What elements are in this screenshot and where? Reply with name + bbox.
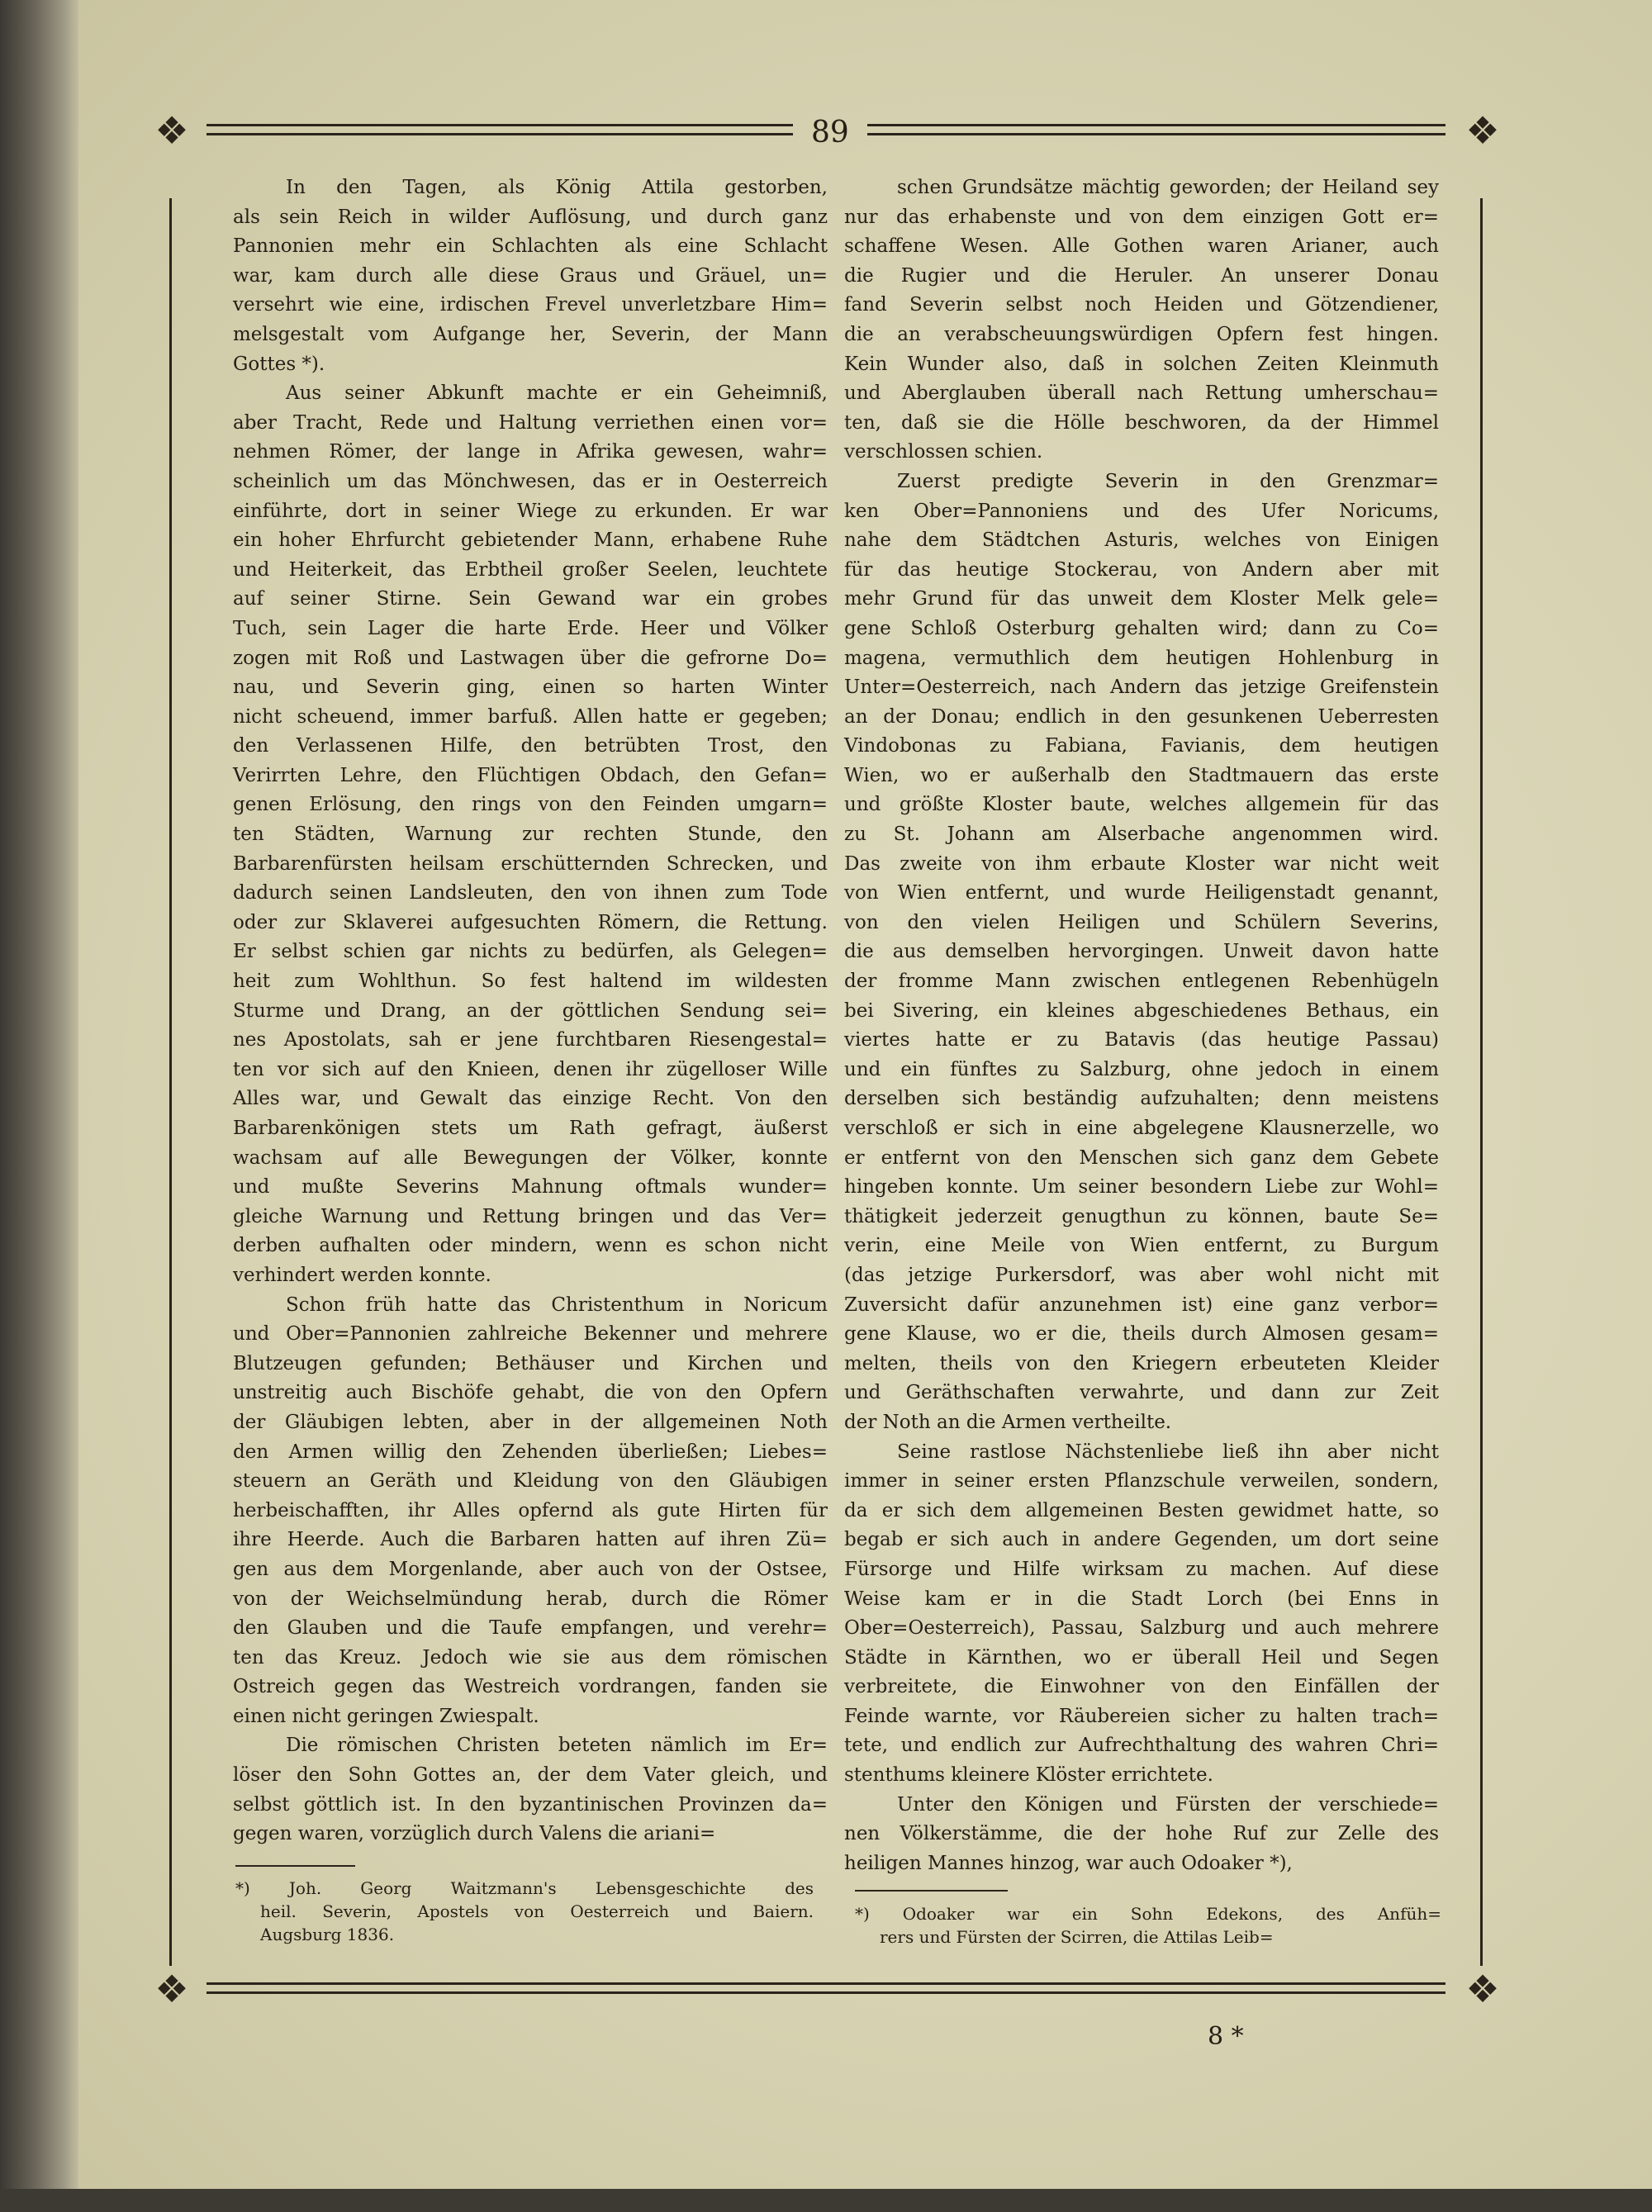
text-line: ten vor sich auf den Knieen, denen ihr zügelloser Wille (233, 1058, 828, 1080)
text-line: und Aberglauben überall nach Rettung umherschau= (844, 382, 1439, 405)
text-line: Blutzeugen gefunden; Bethäuser und Kirchen und (233, 1352, 828, 1374)
text-line: Barbarenfürsten heilsam erschütternden Schrecken, und (233, 852, 828, 875)
text-line: und Geräthschaften verwahrte, und dann zur Zeit (844, 1382, 1439, 1404)
text-line: gleiche Warnung und Rettung bringen und das Ver= (233, 1205, 828, 1227)
text-line: nen Völkerstämme, die der hohe Ruf zur Zelle des (844, 1823, 1439, 1845)
text-line: Pannonien mehr ein Schlachten als eine Schlacht (233, 235, 828, 258)
text-line: Verirrten Lehre, den Flüchtigen Obdach, den Gefan= (233, 764, 828, 786)
text-line: mehr Grund für das unweit dem Kloster Melk gele= (844, 588, 1439, 610)
text-line: aber Tracht, Rede und Haltung verriethen einen vor= (233, 411, 828, 434)
text-line: Tuch, sein Lager die harte Erde. Heer und Völker (233, 617, 828, 639)
text-line: die an verabscheuungswürdigen Opfern fest hingen. (844, 323, 1439, 345)
text-line: Weise kam er in die Stadt Lorch (bei Enns in (844, 1588, 1439, 1610)
text-line: immer in seiner ersten Pflanzschule verweilen, sondern, (844, 1470, 1439, 1493)
text-line: melsgestalt vom Aufgange her, Severin, der Mann (233, 323, 828, 345)
text-line: Zuerst predigte Severin in den Grenzmar= (897, 470, 1439, 492)
text-line: ken Ober=Pannoniens und des Ufer Noricums, (844, 500, 1439, 522)
text-line: Unter den Königen und Fürsten der verschiede= (897, 1793, 1439, 1816)
text-line: Schon früh hatte das Christenthum in Noricum (286, 1293, 828, 1316)
text-line: und ein fünftes zu Salzburg, ohne jedoch in einem (844, 1058, 1439, 1080)
text-line: nahe dem Städtchen Asturis, welches von Einigen (844, 529, 1439, 552)
text-line: Kein Wunder also, daß in solchen Zeiten Kleinmuth (844, 353, 1439, 375)
footnote-line: *) Odoaker war ein Sohn Edekons, des Anfüh= (855, 1904, 1441, 1924)
text-line: der Noth an die Armen vertheilte. (844, 1411, 1172, 1433)
footnote-line: Augsburg 1836. (260, 1925, 395, 1944)
text-line: schaffene Wesen. Alle Gothen waren Arianer, auch (844, 235, 1439, 258)
text-line: war, kam durch alle diese Graus und Gräuel, un= (233, 264, 828, 287)
text-line: er entfernt von den Menschen sich ganz dem Gebete (844, 1146, 1439, 1169)
text-line: Wien, wo er außerhalb den Stadtmauern das erste (844, 764, 1439, 786)
text-line: verbreitete, die Einwohner von den Einfällen der (844, 1676, 1439, 1698)
text-line: oder zur Sklaverei aufgesuchten Römern, die Rettung. (233, 911, 828, 933)
text-line: den Armen willig den Zehenden überließen; Liebes= (233, 1441, 828, 1463)
text-line: Vindobonas zu Fabiana, Favianis, dem heutigen (844, 735, 1439, 757)
text-line: nicht scheuend, immer barfuß. Allen hatte er gegeben; (233, 705, 828, 728)
text-line: die aus demselben hervorgingen. Unweit davon hatte (844, 941, 1439, 963)
text-line: der Gläubigen lebten, aber in der allgemeinen Noth (233, 1411, 828, 1433)
right-border (1480, 198, 1483, 1966)
text-line: Gottes *). (233, 353, 325, 375)
text-line: Feinde warnte, vor Räubereien sicher zu halten trach= (844, 1705, 1439, 1727)
page-bottom-edge (0, 2189, 1652, 2212)
text-line: In den Tagen, als König Attila gestorben, (286, 177, 828, 198)
corner-ornament-icon: ❖ (1465, 1967, 1500, 2011)
text-line: heit zum Wohlthun. So fest haltend im wildesten (233, 971, 828, 993)
text-line: gen aus dem Morgenlande, aber auch von der Ostsee, (233, 1558, 828, 1580)
text-line: begab er sich auch in andere Gegenden, um dort seine (844, 1529, 1439, 1551)
text-line: ten Städten, Warnung zur rechten Stunde, den (233, 824, 828, 846)
text-line: Zuversicht dafür anzunehmen ist) eine ganz verbor= (844, 1293, 1439, 1316)
text-line: Aus seiner Abkunft machte er ein Geheimniß, (286, 382, 828, 405)
top-border-left (206, 124, 793, 135)
text-line: herbeischafften, ihr Alles opfernd als gute Hirten für (233, 1499, 828, 1521)
text-line: fand Severin selbst noch Heiden und Götzendiener, (844, 294, 1439, 316)
footnote-rule (235, 1865, 355, 1867)
text-line: wachsam auf alle Bewegungen der Völker, konnte (233, 1146, 828, 1169)
text-line: Städte in Kärnthen, wo er überall Heil und Segen (844, 1646, 1439, 1668)
footnote-left (235, 1877, 814, 1946)
text-line: löser den Sohn Gottes an, der dem Vater gleich, und (233, 1764, 828, 1787)
signature-mark: 8 * (1208, 2022, 1244, 2051)
text-line: und mußte Severins Mahnung oftmals wunder= (233, 1176, 828, 1199)
bottom-border (206, 1982, 1446, 1994)
footnote-rule (855, 1890, 1008, 1892)
right-column (844, 173, 1439, 1878)
text-line: derben aufhalten oder mindern, wenn es schon nicht (233, 1235, 828, 1257)
text-line: unstreitig auch Bischöfe gehabt, die von den Opfern (233, 1382, 828, 1404)
text-line: zu St. Johann am Alserbache angenommen wird. (844, 824, 1439, 846)
text-line: genen Erlösung, den rings von den Feinden umgarn= (233, 794, 828, 816)
text-line: den Glauben und die Taufe empfangen, und verehr= (233, 1617, 828, 1640)
page-number: 89 (811, 116, 849, 150)
text-line: heiligen Mannes hinzog, war auch Odoaker *), (844, 1852, 1293, 1874)
text-line: selbst göttlich ist. In den byzantinischen Provinzen da= (233, 1793, 828, 1816)
text-line: nes Apostolats, sah er jene furchtbaren Riesengestal= (233, 1029, 828, 1051)
text-line: gene Schloß Osterburg gehalten wird; dann zu Co= (844, 617, 1439, 639)
text-line: melten, theils von den Kriegern erbeuteten Kleider (844, 1352, 1439, 1374)
text-line: Fürsorge und Hilfe wirksam zu machen. Auf diese (844, 1558, 1439, 1580)
text-line: ein hoher Ehrfurcht gebietender Mann, erhabene Ruhe (233, 529, 828, 552)
left-column (233, 173, 828, 1849)
text-line: magena, vermuthlich dem heutigen Hohlenburg in (844, 647, 1439, 669)
text-line: von der Weichselmündung herab, durch die Römer (233, 1588, 828, 1610)
text-line: scheinlich um das Mönchwesen, das er in Oesterreich (233, 470, 828, 492)
footnote-right (855, 1902, 1441, 1949)
text-line: verschlossen schien. (844, 441, 1043, 463)
text-line: ihre Heerde. Auch die Barbaren hatten auf ihren Zü= (233, 1529, 828, 1551)
text-line: für das heutige Stockerau, von Andern aber mit (844, 558, 1439, 581)
text-line: verhindert werden konnte. (233, 1264, 491, 1286)
text-line: gene Klause, wo er die, theils durch Almosen gesam= (844, 1323, 1439, 1346)
text-line: versehrt wie eine, irdischen Frevel unverletzbare Him= (233, 294, 828, 316)
text-line: ten das Kreuz. Jedoch wie sie aus dem römischen (233, 1646, 828, 1668)
corner-ornament-icon: ❖ (1465, 108, 1500, 153)
text-line: nehmen Römer, der lange in Afrika gewesen, wahr= (233, 441, 828, 463)
text-line: stenthums kleinere Klöster errichtete. (844, 1764, 1213, 1787)
text-line: und größte Kloster baute, welches allgemein für das (844, 794, 1439, 816)
text-line: und Ober=Pannonien zahlreiche Bekenner und mehrere (233, 1323, 828, 1346)
text-line: Das zweite von ihm erbaute Kloster war nicht weit (844, 852, 1439, 875)
text-line: ten, daß sie die Hölle beschworen, da der Himmel (844, 411, 1439, 434)
text-line: thätigkeit jederzeit genugthun zu können, baute Se= (844, 1205, 1439, 1227)
text-line: derselben sich beständig aufzuhalten; denn meistens (844, 1088, 1439, 1110)
text-line: nau, und Severin ging, einen so harten Winter (233, 676, 828, 699)
text-line: bei Sivering, ein kleines abgeschiedenes Bethaus, ein (844, 999, 1439, 1022)
text-line: Er selbst schien gar nichts zu bedürfen, als Gelegen= (233, 941, 828, 963)
text-line: (das jetzige Purkersdorf, was aber wohl nicht mit (844, 1264, 1439, 1286)
footnote-line: rers und Fürsten der Scirren, die Attilas Leib= (880, 1927, 1274, 1947)
text-line: verin, eine Meile von Wien entfernt, zu Burgum (844, 1235, 1439, 1257)
text-line: dadurch seinen Landsleuten, den von ihnen zum Tode (233, 882, 828, 904)
text-line: viertes hatte er zu Batavis (das heutige Passau) (844, 1029, 1439, 1051)
text-line: einen nicht geringen Zwiespalt. (233, 1705, 539, 1727)
text-line: Alles war, und Gewalt das einzige Recht. Von den (233, 1088, 828, 1110)
text-line: der fromme Mann zwischen entlegenen Rebenhügeln (844, 971, 1439, 993)
footnote-line: *) Joh. Georg Waitzmann's Lebensgeschichte des (235, 1878, 814, 1898)
text-line: als sein Reich in wilder Auflösung, und durch ganz (233, 206, 828, 228)
text-line: zogen mit Roß und Lastwagen über die gefrorne Do= (233, 647, 828, 669)
book-spine-edge (0, 0, 78, 2212)
text-line: Sturme und Drang, an der göttlichen Sendung sei= (233, 999, 828, 1022)
corner-ornament-icon: ❖ (154, 1967, 189, 2011)
text-line: Ostreich gegen das Westreich vordrangen, fanden sie (233, 1676, 828, 1698)
text-line: da er sich dem allgemeinen Besten gewidmet hatte, so (844, 1499, 1439, 1521)
text-line: von den vielen Heiligen und Schülern Severins, (844, 911, 1439, 933)
text-line: von Wien entfernt, und wurde Heiligenstadt genannt, (844, 882, 1439, 904)
text-line: steuern an Geräth und Kleidung von den Gläubigen (233, 1470, 828, 1493)
top-border-right (867, 124, 1446, 135)
text-line: den Verlassenen Hilfe, den betrübten Trost, den (233, 735, 828, 757)
text-line: Seine rastlose Nächstenliebe ließ ihn aber nicht (897, 1441, 1439, 1463)
text-line: die Rugier und die Heruler. An unserer Donau (844, 264, 1439, 287)
text-line: verschloß er sich in eine abgelegene Klausnerzelle, wo (844, 1118, 1439, 1139)
text-line: Ober=Oesterreich), Passau, Salzburg und auch mehrere (844, 1617, 1439, 1640)
text-line: gegen waren, vorzüglich durch Valens die ariani= (233, 1823, 716, 1845)
text-line: und Heiterkeit, das Erbtheil großer Seelen, leuchtete (233, 558, 828, 581)
text-line: schen Grundsätze mächtig geworden; der Heiland sey (897, 177, 1439, 198)
text-line: einführte, dort in seiner Wiege zu erkunden. Er war (233, 500, 828, 522)
text-line: tete, und endlich zur Aufrechthaltung des wahren Chri= (844, 1735, 1439, 1757)
corner-ornament-icon: ❖ (154, 108, 189, 153)
text-line: hingeben konnte. Um seiner besondern Liebe zur Wohl= (844, 1176, 1439, 1199)
left-border (169, 198, 172, 1966)
text-line: auf seiner Stirne. Sein Gewand war ein grobes (233, 588, 828, 610)
text-line: Die römischen Christen beteten nämlich im Er= (286, 1735, 828, 1757)
footnote-line: heil. Severin, Apostels von Oesterreich und Baiern. (260, 1901, 814, 1921)
text-line: nur das erhabenste und von dem einzigen Gott er= (844, 206, 1439, 228)
text-line: Barbarenkönigen stets um Rath gefragt, äußerst (233, 1118, 828, 1139)
text-line: Unter=Oesterreich, nach Andern das jetzige Greifenstein (844, 676, 1439, 699)
text-line: an der Donau; endlich in den gesunkenen Ueberresten (844, 705, 1439, 728)
